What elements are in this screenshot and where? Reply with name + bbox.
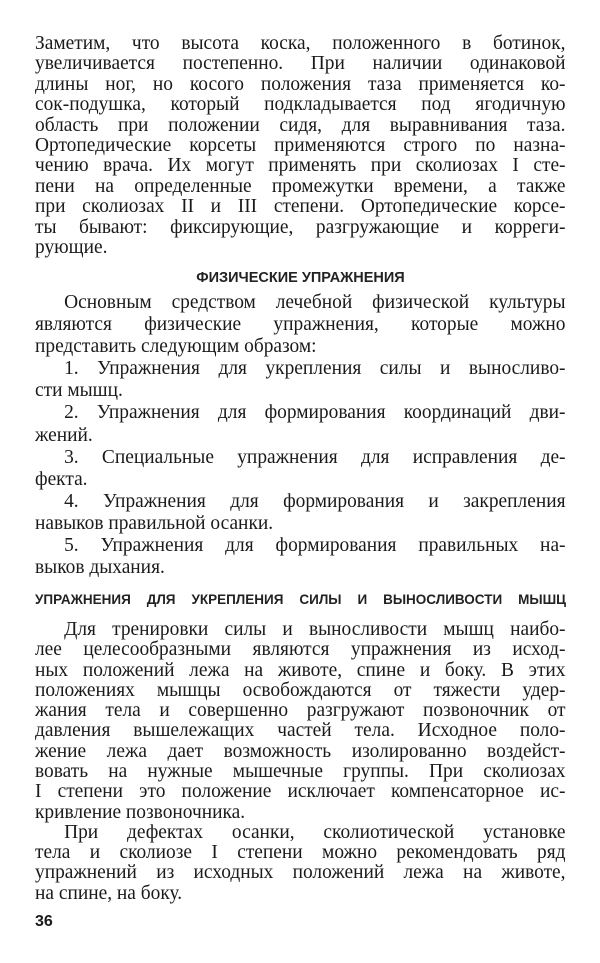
text-line: 4. Упражнения для формирования и закрепления [64, 489, 566, 512]
text-line: жений. [35, 423, 93, 446]
text-line: 2. Упражнения для формирования координаций дви- [64, 401, 566, 424]
text-line: длины ног, но косого положения таза применяется ко- [35, 72, 566, 95]
text-line: на спине, на боку. [35, 881, 183, 904]
text-line: область при положении сидя, для выравнивания таза. [35, 113, 566, 136]
paragraph [35, 619, 566, 822]
text-line: тела и сколиозе I степени можно рекомендовать ряд [35, 841, 566, 864]
text-line: пени на определенные промежутки времени, а также [35, 174, 566, 197]
text-line: навыков правильной осанки. [35, 511, 274, 534]
text-line: I степени это положение исключает компенсаторное ис- [35, 780, 566, 803]
text-line: ных положений лежа на животе, спине и боку. В этих [35, 658, 566, 681]
text-line: Для тренировки силы и выносливости мышц наибо- [64, 618, 566, 640]
text-line: давления вышележащих частей тела. Исходное поло- [35, 719, 566, 742]
text-line: фекта. [35, 467, 88, 490]
text-line: Заметим, что высота коска, положенного в ботинок, [35, 32, 566, 54]
text-line: сти мышц. [35, 379, 123, 402]
page-number: 36 [35, 913, 53, 930]
text-line: жания тела и совершенно разгружают позвоночник от [35, 699, 566, 722]
text-line: ты бывают: фиксирующие, разгружающие и корреги- [35, 215, 566, 238]
text-line: рующие. [35, 236, 108, 259]
paragraph [35, 33, 566, 257]
text-line: Ортопедические корсеты применяются строго по назна- [35, 134, 566, 157]
text-line: представить следующим образом: [35, 335, 317, 358]
text-line: вовать на нужные мышечные группы. При сколиозах [35, 760, 566, 783]
section-heading: ФИЗИЧЕСКИЕ УПРАЖНЕНИЯ [196, 270, 405, 286]
text-line: лее целесообразными являются упражнения из исход- [35, 638, 566, 661]
paragraph [35, 291, 566, 578]
text-line: 1. Упражнения для укрепления силы и выносливо- [64, 357, 566, 380]
section-heading: УПРАЖНЕНИЯ ДЛЯ УКРЕПЛЕНИЯ СИЛЫ И ВЫНОСЛИВОСТИ МЫШЦ [35, 592, 566, 607]
text-line: сок-подушка, который подкладывается под ягодичную [35, 93, 566, 116]
text-line: чению врача. Их могут применять при сколиозах I сте- [35, 154, 566, 177]
text-line: упражнений из исходных положений лежа на животе, [35, 861, 566, 884]
paragraph [35, 822, 566, 903]
text-line: При дефектах осанки, сколиотической установке [64, 821, 566, 843]
text-line: Основным средством лечебной физической культуры [64, 291, 566, 313]
text-line: увеличивается постепенно. При наличии одинаковой [35, 52, 566, 75]
text-line: положениях мышцы освобождаются от тяжести удер- [35, 678, 566, 701]
text-line: 3. Специальные упражнения для исправления де- [64, 445, 566, 468]
text-line: жение лежа дает возможность изолированно воздейст- [35, 739, 566, 762]
text-line: 5. Упражнения для формирования правильных на- [64, 534, 566, 557]
text-line: выков дыхания. [35, 556, 165, 579]
text-line: являются физические упражнения, которые можно [35, 313, 566, 336]
text-line: при сколиозах II и III степени. Ортопедические корсе- [35, 195, 566, 218]
text-line: кривление позвоночника. [35, 800, 246, 823]
